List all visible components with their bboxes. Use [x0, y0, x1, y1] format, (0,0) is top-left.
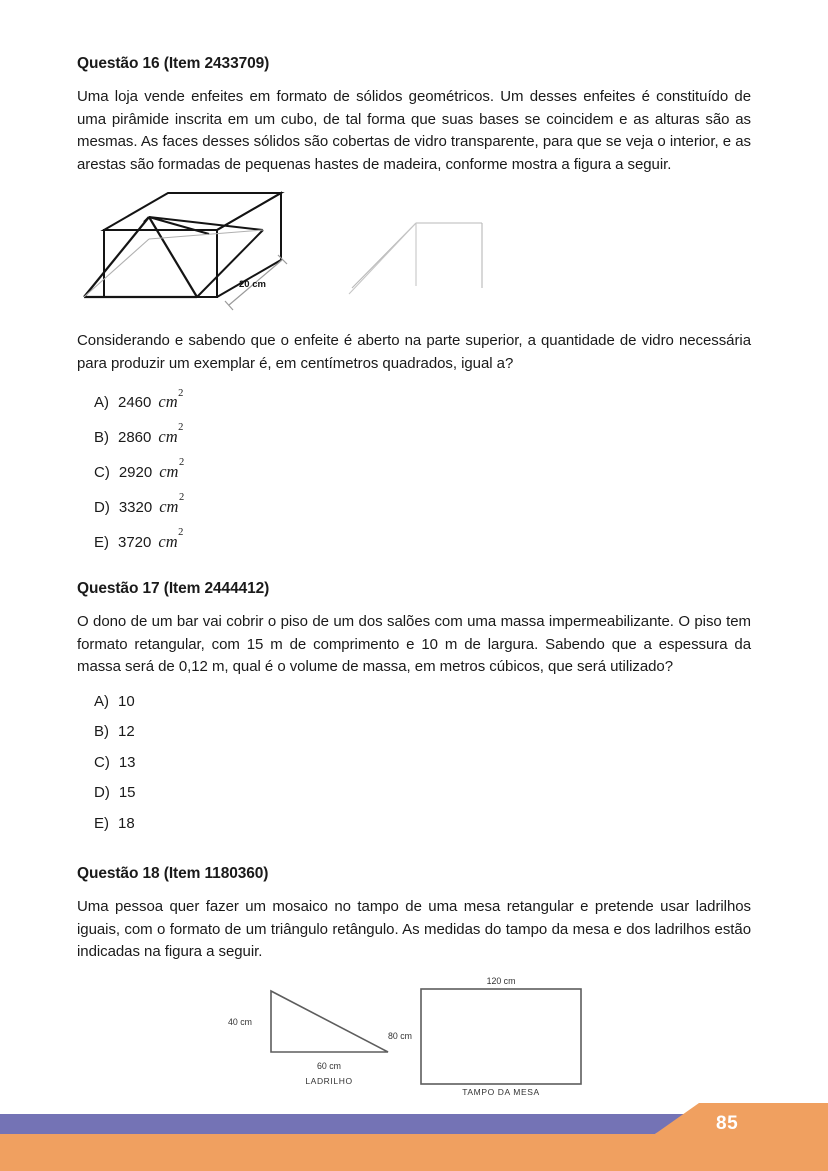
option-e-value: 3720 — [118, 533, 152, 551]
tile-caption: LADRILHO — [305, 1075, 353, 1086]
cube-dimension-label: 20 cm — [239, 279, 266, 291]
option-e[interactable] — [77, 809, 751, 839]
option-a-value: 10 — [118, 692, 135, 710]
question-17-statement: O dono de um bar vai cobrir o piso de um dos salões com uma massa impermeabilizante. O piso tem formato retangular, com 15 m de comprimento e 10 m de largura. Sabendo que a espessura da massa será de 0,12 m, qual é o volume de massa, em metros cúbicos, que será utilizado? — [77, 613, 751, 676]
option-c-value: 13 — [118, 753, 136, 771]
option-e-letter: E) — [94, 533, 109, 551]
option-b-letter: B) — [94, 723, 109, 741]
footer-orange-band — [0, 1103, 828, 1171]
question-18-statement: Uma pessoa quer fazer um mosaico no tampo de uma mesa retangular e pretende usar ladrilhos iguais, com o formato de um triângulo retângulo. As medidas do tampo da mesa e dos ladrilhos estão indicadas na figura a seguir. — [77, 897, 751, 961]
option-e-letter: E) — [94, 814, 109, 832]
option-a[interactable] — [77, 384, 751, 419]
question-block-16 — [77, 55, 751, 558]
question-16-statement: Uma loja vende enfeites em formato de sólidos geométricos. Um desses enfeites é constituído de uma pirâmide inscrita em um cubo, de tal forma que suas bases se coincidem e as alturas são as mesmas. As faces desses sólidos são cobertas de vidro transparente, para que se veja o interior, e as arestas são formadas de pequenas hastes de madeira, conforme mostra a figura a seguir. — [77, 88, 751, 173]
table-height-label: 80 cm — [388, 1030, 412, 1041]
table-width-label: 120 cm — [486, 975, 516, 986]
option-a-letter: A) — [94, 692, 109, 710]
option-b[interactable] — [77, 717, 751, 747]
option-b[interactable] — [77, 418, 751, 453]
page-footer — [0, 1095, 828, 1171]
option-e[interactable] — [77, 523, 751, 558]
option-c-value: 2920 — [118, 463, 153, 481]
question-16-options — [77, 384, 751, 559]
option-b-letter: B) — [94, 428, 109, 446]
option-d-letter: D) — [94, 784, 110, 802]
question-18-heading: Questão 18 (Item 1180360) — [77, 864, 269, 882]
option-e-unit: $cm^2$ — [158, 527, 184, 551]
option-d[interactable] — [77, 778, 751, 808]
option-c[interactable] — [77, 748, 751, 778]
option-e-value: 18 — [118, 814, 135, 832]
question-block-18 — [77, 865, 751, 1096]
figure-cube-with-inscribed-pyramid — [77, 184, 751, 314]
question-17-options — [77, 687, 751, 839]
option-c-letter: C) — [94, 463, 110, 481]
tile-height-label: 40 cm — [228, 1016, 252, 1027]
option-d-value: 15 — [118, 784, 136, 802]
option-d-unit: $cm^2$ — [159, 492, 185, 516]
option-a[interactable] — [77, 687, 751, 717]
figure-tile-and-tabletop — [77, 976, 751, 1096]
option-b-unit: $cm^2$ — [158, 422, 184, 446]
option-c[interactable] — [77, 453, 751, 488]
tile-base-label: 60 cm — [317, 1060, 341, 1071]
option-a-value: 2460 — [118, 394, 152, 412]
page-content — [77, 55, 751, 1096]
question-block-17 — [77, 580, 751, 839]
table-caption: TAMPO DA MESA — [462, 1086, 540, 1096]
option-d-letter: D) — [94, 498, 110, 516]
question-17-heading: Questão 17 (Item 2444412) — [77, 580, 270, 598]
option-c-letter: C) — [94, 753, 110, 771]
option-d-value: 3320 — [118, 498, 153, 516]
option-b-value: 12 — [118, 723, 135, 741]
question-16-statement-2: Considerando e sabendo que o enfeite é aberto na parte superior, a quantidade de vidro necessária para produzir um exemplar é, em centímetros quadrados, igual a? — [77, 332, 751, 372]
option-a-letter: A) — [94, 394, 109, 412]
option-c-unit: $cm^2$ — [159, 457, 185, 481]
page-number: 85 — [716, 1113, 739, 1134]
option-b-value: 2860 — [118, 428, 152, 446]
question-16-heading: Questão 16 (Item 2433709) — [77, 55, 270, 72]
option-a-unit: $cm^2$ — [158, 387, 184, 412]
footer-purple-band — [0, 1114, 690, 1134]
option-d[interactable] — [77, 488, 751, 523]
